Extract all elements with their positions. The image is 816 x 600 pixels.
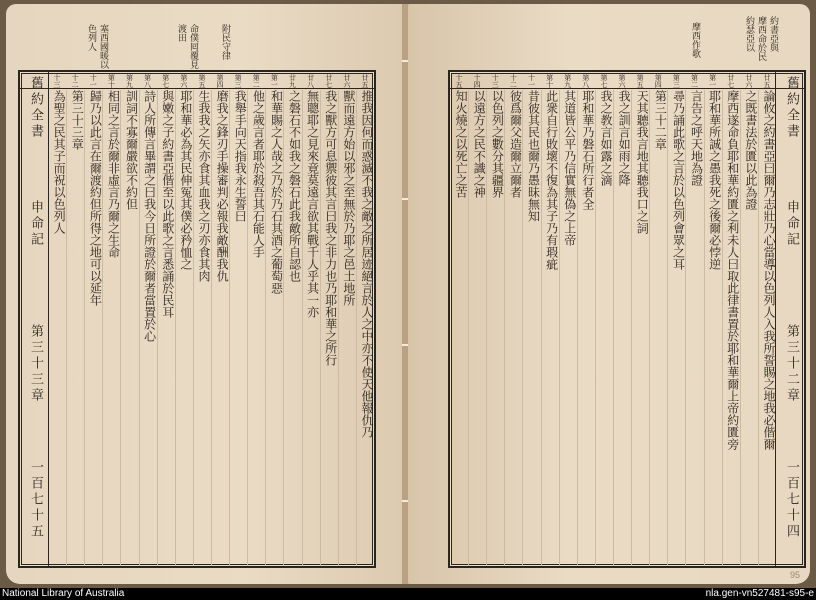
verse-number: 第九	[563, 74, 572, 88]
book-name: 申命記	[28, 200, 43, 248]
verse-number: 第七	[599, 74, 608, 88]
left-page	[6, 4, 404, 584]
text-column: 歸乃以此言在爾渡約但所得之地可以延年	[84, 90, 103, 566]
verse-number: 十五	[455, 74, 464, 88]
page-number: 一百七十四	[784, 460, 799, 540]
book-name: 申命記	[784, 200, 799, 248]
text-frame	[448, 70, 806, 568]
text-column: 我之訓言如雨之降	[613, 90, 632, 566]
text-column: 耶和華所誠之愚我死之後爾必悖逆	[704, 90, 723, 566]
verse-number: 第六	[618, 74, 627, 88]
text-body	[48, 90, 374, 566]
margin-note: 塞西國暖以	[98, 24, 108, 69]
footer-bar	[0, 588, 816, 600]
text-column: 獸而遠方始以邪之至無於乃耶之邑土地所	[338, 90, 357, 566]
text-column: 我之教言如露之滴	[595, 90, 614, 566]
text-column: 第三十三章	[66, 90, 85, 566]
text-column: 此衆自行敗壞不復為其子乃有瑕疵	[541, 90, 560, 566]
verse-number: 第八	[581, 74, 590, 88]
text-column: 尋乃誦此歌之言於以色列會眾之耳	[667, 90, 686, 566]
margin-note: 命僕囘覆見	[188, 24, 198, 69]
verse-number: 廿九	[288, 74, 297, 88]
margin-note: 色列人	[86, 24, 96, 51]
verse-number: 廿七	[324, 74, 333, 88]
verse-number: 十三	[53, 74, 62, 88]
text-column: 之既書法於匱以此為證	[740, 90, 759, 566]
text-frame	[18, 70, 376, 568]
verse-number: 第三	[672, 74, 681, 88]
verse-number: 第十	[107, 74, 116, 88]
text-column: 為聖之民其子而祝以色列人	[48, 90, 67, 566]
verse-number: 第七	[161, 74, 170, 88]
verse-number: 廿七	[726, 74, 735, 88]
text-column: 彼爲爾父造爾立爾者	[504, 90, 523, 566]
margin-note: 摩西作歌	[690, 22, 700, 58]
text-column: 他之歲言者耶於殺吾其石能人手	[247, 90, 266, 566]
row-label-divider	[20, 88, 374, 89]
text-column: 無聰耶之見來竟莫遠言欲其戰千人乎其一亦	[302, 90, 321, 566]
row-label-divider	[450, 88, 804, 89]
text-column: 耶和華乃磐石所行者全	[577, 90, 596, 566]
text-column: 推我因何而惑滅不我之敵之所居迹絕言於人之中亦不使天他報仇乃	[359, 90, 374, 438]
text-column: 生我我之矢亦食其血我之刃亦食其肉	[193, 90, 212, 566]
margin-note: 約瑟亞以	[744, 16, 754, 52]
margin-note: 附民守律	[220, 24, 230, 60]
text-column: 知火燒之以死亡之苦	[450, 90, 469, 566]
text-column: 摩西遂命負耶和華約匱之利未人曰取此律書置於耶和華爾上帝約匱旁	[722, 90, 741, 566]
verse-number: 十二	[509, 74, 518, 88]
verse-number: 第六	[179, 74, 188, 88]
verse-number: 第五	[636, 74, 645, 88]
text-column: 耶和華必為其民伸冤其僕必矜恤之	[175, 90, 194, 566]
verse-number: 第二	[252, 74, 261, 88]
margin-note: 摩西命於民	[756, 16, 766, 61]
verse-number: 廿五	[360, 74, 369, 88]
text-column: 詩人所傳言畢謂之曰我今日所證於爾者當置於心	[139, 90, 158, 566]
text-column: 我舉手向天指我永生誓曰	[229, 90, 248, 566]
verse-number: 第一	[270, 74, 279, 88]
right-page	[408, 4, 810, 584]
verse-number: 十一	[527, 74, 536, 88]
text-column: 磨我之鋒刃手操審判必報我敵酬我仇	[211, 90, 230, 566]
header-column	[775, 72, 804, 566]
text-column: 和華賜之人哉之乃於乃石其酒之葡萄惡	[265, 90, 284, 566]
text-column: 與嫩之子約書亞偕至以此歌之言悉誦於民耳	[157, 90, 176, 566]
chapter-label: 第三十二章	[784, 324, 799, 404]
verse-number: 廿五	[762, 74, 771, 88]
verse-number: 十一	[89, 74, 98, 88]
text-column: 相同之言於爾非虛言乃爾之生命	[102, 90, 121, 566]
library-credit: National Library of Australia	[2, 588, 125, 599]
verse-number: 第二	[690, 74, 699, 88]
verse-number: 廿八	[306, 74, 315, 88]
verse-number: 廿六	[342, 74, 351, 88]
text-column: 之磐石不如我之磐石此我敵所自認也	[283, 90, 302, 566]
text-column: 言告之呼天地為證	[685, 90, 704, 566]
verse-number: 第五	[197, 74, 206, 88]
item-identifier: nla.gen-vn527481-s95-e	[705, 588, 814, 599]
page-number: 一百七十五	[28, 460, 43, 540]
margin-note: 渡田	[176, 24, 186, 42]
header-column	[20, 72, 49, 566]
verse-number: 第四	[654, 74, 663, 88]
text-column: 以遠方之民不識之神	[468, 90, 487, 566]
text-column: 天其聽我言地其聽我口之詞	[631, 90, 650, 566]
verse-number: 第八	[143, 74, 152, 88]
pencil-mark: 95	[789, 570, 800, 580]
verse-number: 第十	[545, 74, 554, 88]
verse-number: 第四	[216, 74, 225, 88]
verse-number: 廿六	[744, 74, 753, 88]
text-column: 我之獸方可息禦彼其言曰我之非力也乃耶和華之所行	[320, 90, 339, 566]
book-title: 舊約全書	[784, 76, 799, 140]
text-column: 訓詞不寡爾嚴欲不約但	[120, 90, 139, 566]
verse-number: 第三	[234, 74, 243, 88]
text-column: 其道皆公平乃信實無偽之上帝	[559, 90, 578, 566]
text-column: 昔彼其民也爾乃愚昧無知	[522, 90, 541, 566]
chapter-label: 第三十三章	[28, 324, 43, 404]
book-title: 舊約全書	[28, 76, 43, 140]
verse-number: 十三	[491, 74, 500, 88]
verse-number: 十二	[71, 74, 80, 88]
verse-number: 第九	[125, 74, 134, 88]
text-column: 論攸之約書亞曰爾乃志壯乃心當導以色列人入我所誓賜之地我必偕爾	[761, 90, 776, 450]
margin-note: 約書亞與	[768, 16, 778, 52]
verse-number: 第一	[708, 74, 717, 88]
text-column: 以色列之數分其疆界	[486, 90, 505, 566]
verse-number: 十四	[473, 74, 482, 88]
text-body	[450, 90, 776, 566]
text-column: 第三十二章	[649, 90, 668, 566]
